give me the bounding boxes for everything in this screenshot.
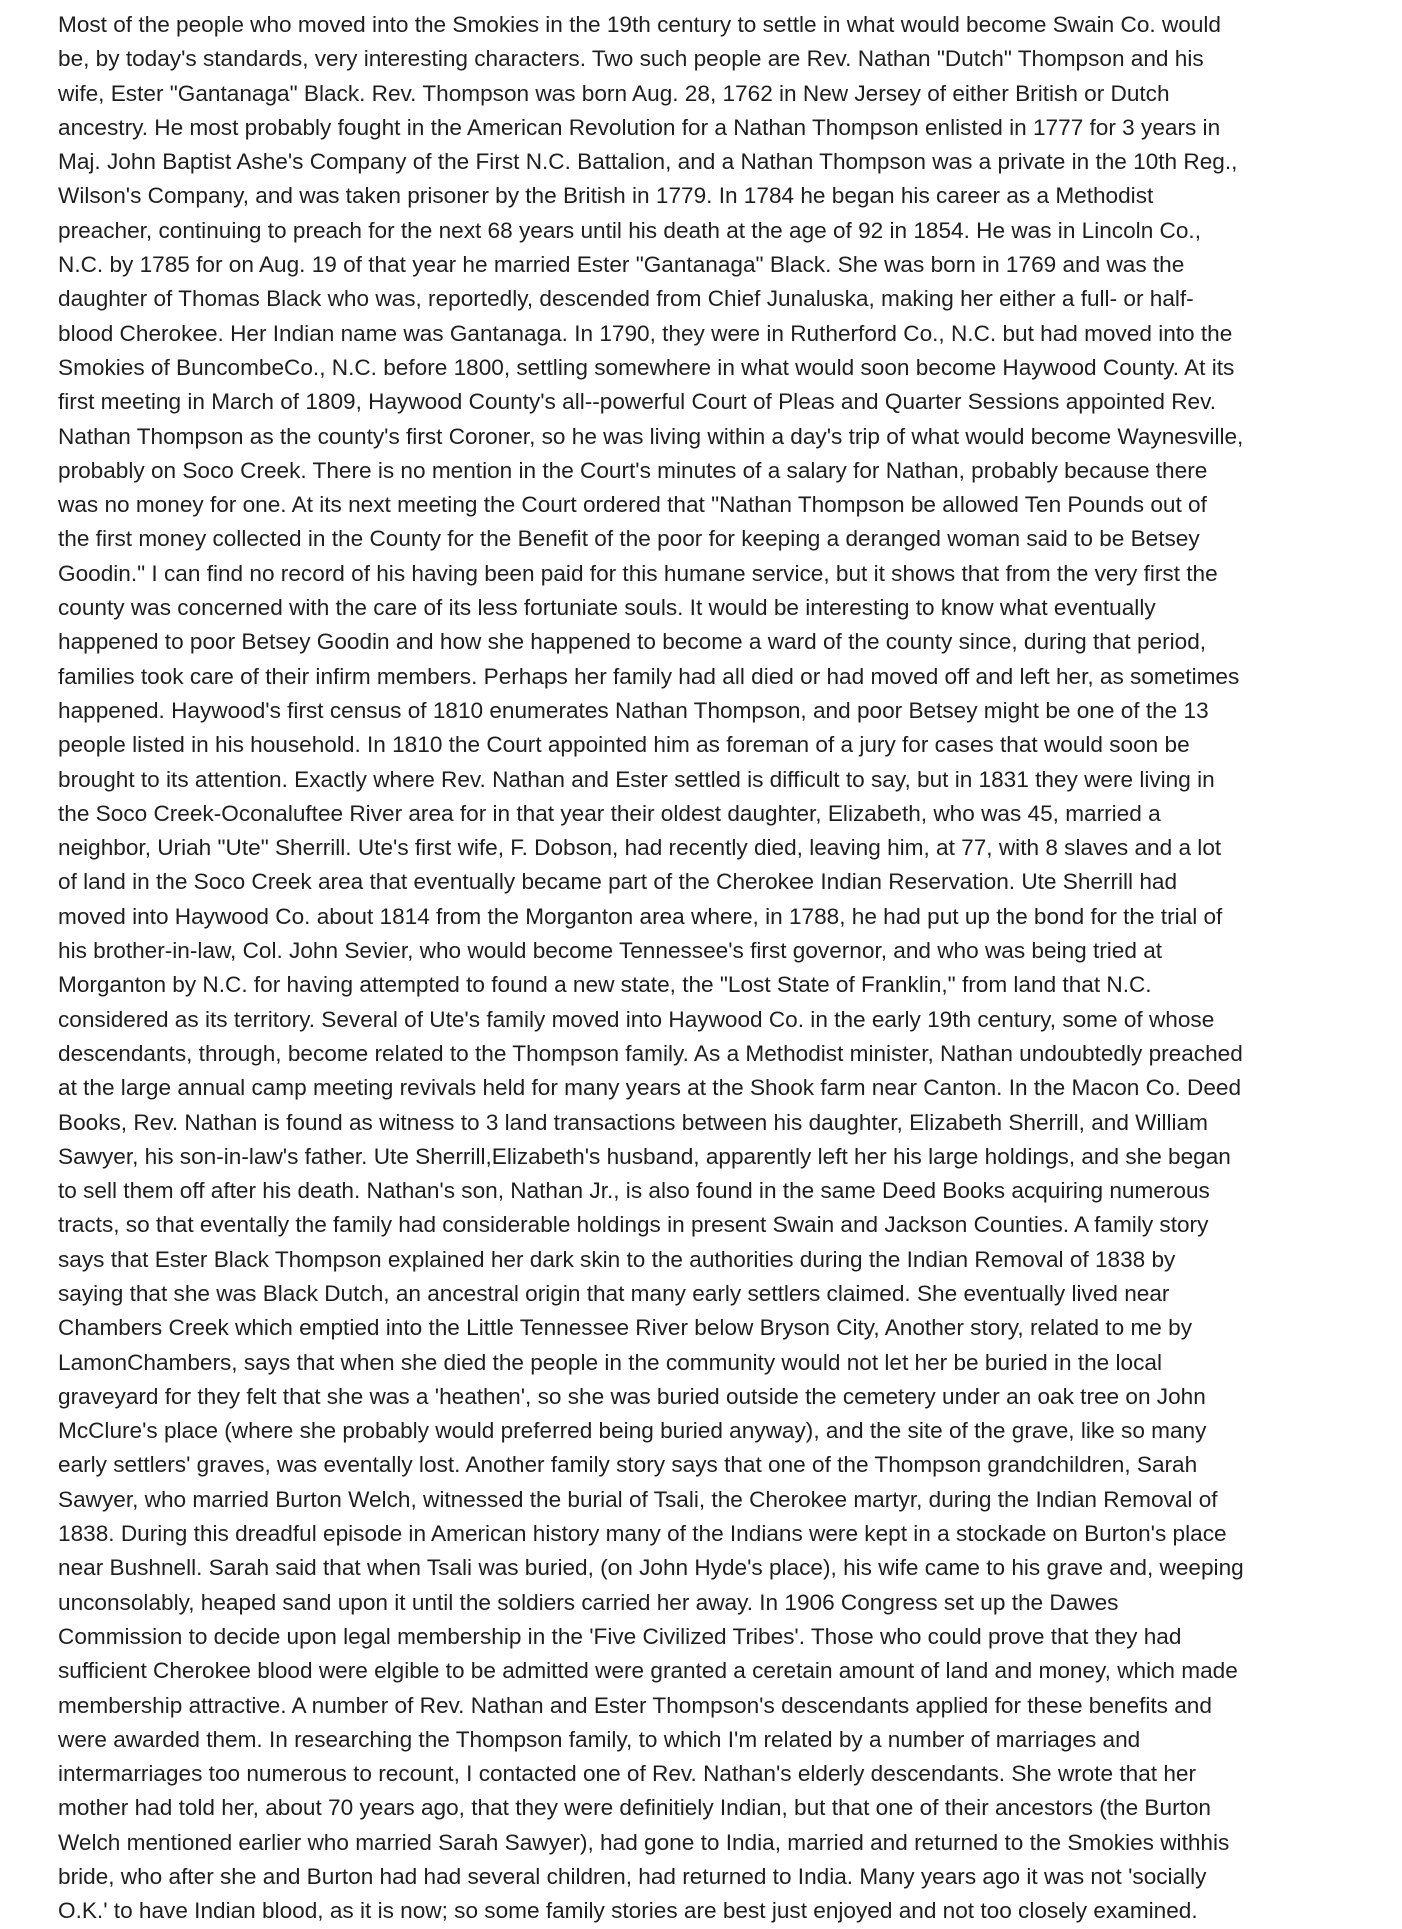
- article-line: daughter of Thomas Black who was, reportedly, descended from Chief Junaluska, making her either a full- or half-: [58, 286, 1194, 312]
- article-line: be, by today's standards, very interesting characters. Two such people are Rev. Nathan "Dutch" Thompson and his: [58, 46, 1204, 72]
- article-line: Smokies of BuncombeCo., N.C. before 1800, settling somewhere in what would soon become Haywood County. At its: [58, 354, 1235, 380]
- article-line: Goodin." I can find no record of his having been paid for this humane service, but it shows that from the very first the: [58, 560, 1218, 586]
- article-line: Nathan Thompson as the county's first Coroner, so he was living within a day's trip of what would become Waynesville,: [58, 423, 1244, 449]
- article-line: neighbor, Uriah "Ute" Sherrill. Ute's first wife, F. Dobson, had recently died, leaving him, at 77, with 8 slaves and a lot: [58, 835, 1222, 861]
- article-line: sufficient Cherokee blood were elgible to be admitted were granted a ceretain amount of land and money, which made: [58, 1658, 1238, 1684]
- article-line: happened to poor Betsey Goodin and how she happened to become a ward of the county since, during that period,: [58, 629, 1207, 655]
- article-line: bride, who after she and Burton had had several children, had returned to India. Many years ago it was not 'socially: [58, 1864, 1207, 1890]
- article-line: preacher, continuing to preach for the next 68 years until his death at the age of 92 in 1854. He was in Lincoln Co.,: [58, 217, 1201, 243]
- article-line: tracts, so that eventally the family had considerable holdings in present Swain and Jackson Counties. A family story: [58, 1212, 1209, 1238]
- article-line: Chambers Creek which emptied into the Little Tennessee River below Bryson City, Another story, related to me by: [58, 1315, 1192, 1341]
- article-line: 1838. During this dreadful episode in American history many of the Indians were kept in a stockade on Burton's place: [58, 1521, 1227, 1547]
- article-line: descendants, through, become related to the Thompson family. As a Methodist minister, Nathan undoubtedly preached: [58, 1040, 1243, 1066]
- article-body: [58, 8, 1358, 1929]
- article-line: probably on Soco Creek. There is no mention in the Court's minutes of a salary for Nathan, probably because there: [58, 457, 1208, 483]
- article-line: to sell them off after his death. Nathan's son, Nathan Jr., is also found in the same Deed Books acquiring numerous: [58, 1178, 1210, 1204]
- article-line: Books, Rev. Nathan is found as witness to 3 land transactions between his daughter, Elizabeth Sherrill, and William: [58, 1109, 1208, 1135]
- article-line: wife, Ester "Gantanaga" Black. Rev. Thompson was born Aug. 28, 1762 in New Jersey of either British or Dutch: [58, 80, 1170, 106]
- article-line: Welch mentioned earlier who married Sarah Sawyer), had gone to India, married and returned to the Smokies withhis: [58, 1829, 1230, 1855]
- article-line: Maj. John Baptist Ashe's Company of the First N.C. Battalion, and a Nathan Thompson was a private in the 10th Reg.,: [58, 149, 1238, 175]
- article-line: Morganton by N.C. for having attempted to found a new state, the "Lost State of Franklin," from land that N.C.: [58, 972, 1152, 998]
- article-line: blood Cherokee. Her Indian name was Gantanaga. In 1790, they were in Rutherford Co., N.C. but had moved into the: [58, 320, 1233, 346]
- article-line: intermarriages too numerous to recount, I contacted one of Rev. Nathan's elderly descendants. She wrote that her: [58, 1761, 1196, 1787]
- article-line: early settlers' graves, was eventally lost. Another family story says that one of the Thompson grandchildren, Sarah: [58, 1452, 1198, 1478]
- article-line: Commission to decide upon legal membership in the 'Five Civilized Tribes'. Those who could prove that they had: [58, 1623, 1182, 1649]
- article-line: O.K.' to have Indian blood, as it is now; so some family stories are best just enjoyed and not too closely examined.: [58, 1898, 1198, 1924]
- article-line: families took care of their infirm members. Perhaps her family had all died or had moved off and left her, as sometimes: [58, 663, 1240, 689]
- article-line: of land in the Soco Creek area that eventually became part of the Cherokee Indian Reservation. Ute Sherrill had: [58, 869, 1178, 895]
- article-line: ancestry. He most probably fought in the American Revolution for a Nathan Thompson enlisted in 1777 for 3 years in: [58, 114, 1221, 140]
- article-line: the Soco Creek-Oconaluftee River area for in that year their oldest daughter, Elizabeth, who was 45, married a: [58, 800, 1161, 826]
- article-line: moved into Haywood Co. about 1814 from the Morganton area where, in 1788, he had put up the bond for the trial of: [58, 903, 1223, 929]
- article-line: considered as its territory. Several of Ute's family moved into Haywood Co. in the early 19th century, some of whose: [58, 1006, 1215, 1032]
- article-line: was no money for one. At its next meeting the Court ordered that "Nathan Thompson be allowed Ten Pounds out of: [58, 492, 1207, 518]
- article-line: saying that she was Black Dutch, an ancestral origin that many early settlers claimed. She eventually lived near: [58, 1280, 1170, 1306]
- article-line: first meeting in March of 1809, Haywood County's all--powerful Court of Pleas and Quarter Sessions appointed Rev.: [58, 389, 1217, 415]
- article-line: county was concerned with the care of its less fortuniate souls. It would be interesting to know what eventually: [58, 595, 1156, 621]
- article-line: LamonChambers, says that when she died the people in the community would not let her be buried in the local: [58, 1349, 1162, 1375]
- article-line: the first money collected in the County for the Benefit of the poor for keeping a deranged woman said to be Betsey: [58, 526, 1200, 552]
- article-line: Most of the people who moved into the Smokies in the 19th century to settle in what would become Swain Co. would: [58, 12, 1221, 37]
- article-line: mother had told her, about 70 years ago, that they were definitiely Indian, but that one of their ancestors (the Burton: [58, 1795, 1211, 1821]
- article-line: membership attractive. A number of Rev. Nathan and Ester Thompson's descendants applied for these benefits and: [58, 1692, 1212, 1718]
- article-line: unconsolably, heaped sand upon it until the soldiers carried her away. In 1906 Congress set up the Dawes: [58, 1589, 1119, 1615]
- article-line: his brother-in-law, Col. John Sevier, who would become Tennessee's first governor, and who was being tried at: [58, 938, 1163, 964]
- article-line: Sawyer, who married Burton Welch, witnessed the burial of Tsali, the Cherokee martyr, during the Indian Removal of: [58, 1486, 1218, 1512]
- article-line: at the large annual camp meeting revivals held for many years at the Shook farm near Canton. In the Macon Co. Deed: [58, 1075, 1242, 1101]
- article-line: Sawyer, his son-in-law's father. Ute Sherrill,Elizabeth's husband, apparently left her his large holdings, and she began: [58, 1143, 1231, 1169]
- article-line: says that Ester Black Thompson explained her dark skin to the authorities during the Indian Removal of 1838 by: [58, 1246, 1176, 1272]
- article-line: McClure's place (where she probably would preferred being buried anyway), and the site of the grave, like so many: [58, 1418, 1207, 1444]
- article-line: people listed in his household. In 1810 the Court appointed him as foreman of a jury for cases that would soon be: [58, 732, 1190, 758]
- article-line: happened. Haywood's first census of 1810 enumerates Nathan Thompson, and poor Betsey might be one of the 13: [58, 697, 1209, 723]
- article-line: Wilson's Company, and was taken prisoner by the British in 1779. In 1784 he began his career as a Methodist: [58, 183, 1154, 209]
- article-line: near Bushnell. Sarah said that when Tsali was buried, (on John Hyde's place), his wife came to his grave and, weeping: [58, 1555, 1244, 1581]
- article-line: N.C. by 1785 for on Aug. 19 of that year he married Ester "Gantanaga" Black. She was born in 1769 and was the: [58, 252, 1185, 278]
- article-line: were awarded them. In researching the Thompson family, to which I'm related by a number of marriages and: [58, 1726, 1141, 1752]
- article-line: brought to its attention. Exactly where Rev. Nathan and Ester settled is difficult to say, but in 1831 they were living in: [58, 766, 1215, 792]
- article-line: graveyard for they felt that she was a 'heathen', so she was buried outside the cemetery under an oak tree on John: [58, 1383, 1206, 1409]
